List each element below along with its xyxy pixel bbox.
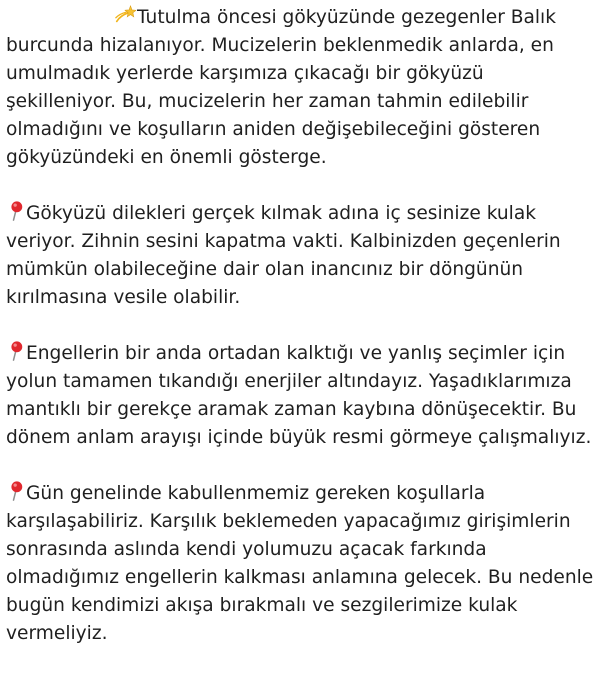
round-pushpin-icon <box>6 200 26 222</box>
round-pushpin-icon <box>6 340 26 362</box>
dizzy-star-icon <box>114 4 136 26</box>
paragraph-obstacles <box>6 340 594 452</box>
paragraph-text: Tutulma öncesi gökyüzünde gezegenler Balık burcunda hizalanıyor. Mucizelerin beklenmedik anlarda, en umulmadık yerlerde karşımıza çıkacağı bir gökyüzü şekilleniyor. Bu, mucizelerin her zaman tahmin edilebilir olmadığını ve koşulların aniden değişebileceğini gösteren gökyüzündeki en önemli gösterge. <box>6 7 556 168</box>
paragraph-text: Gökyüzü dilekleri gerçek kılmak adına iç sesinize kulak veriyor. Zihnin sesini kapatma vakti. Kalbinizden geçenlerin mümkün olabileceğine dair olan inancınız bir döngünün kırılmasına vesile olabilir. <box>6 203 561 308</box>
paragraph-text: Gün genelinde kabullenmemiz gereken koşullarla karşılaşabiliriz. Karşılık beklemeden yapacağımız girişimlerin sonrasında aslında kendi yolumuzu açacak farkında olmadığımız engellerin kalkması anlamına gelecek. Bu nedenle bugün kendimizi akışa bırakmalı ve sezgilerimize kulak vermeliyiz. <box>6 483 594 644</box>
paragraph-text: Engellerin bir anda ortadan kalktığı ve yanlış seçimler için yolun tamamen tıkandığı enerjiler altındayız. Yaşadıklarımıza mantıklı bir gerekçe aramak zaman kaybına dönüşecektir. Bu dönem anlam arayışı içinde büyük resmi görmeye çalışmalıyız. <box>6 343 592 448</box>
paragraph-flow <box>6 480 594 648</box>
paragraph-wishes <box>6 200 594 312</box>
round-pushpin-icon <box>6 480 26 502</box>
paragraph-eclipse <box>6 4 594 172</box>
horoscope-post <box>6 4 594 676</box>
